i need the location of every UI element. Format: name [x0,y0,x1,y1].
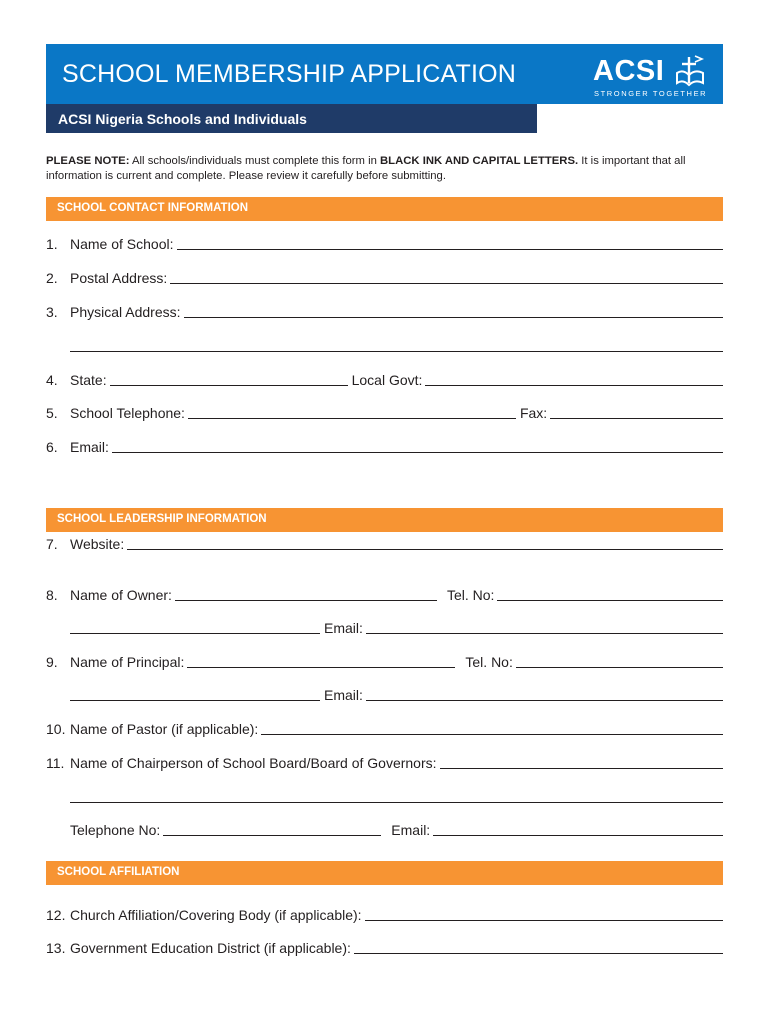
field-telephone-fax [46,405,723,421]
note-text-2: It is important that all information is current and complete. Please review it carefully before submitting. [46,155,686,182]
section-leadership-header [46,508,723,532]
field-label: Government Education District (if applicable): [70,940,351,956]
field-chairperson [46,755,723,771]
school-name-input-line[interactable] [177,249,724,250]
field-state-local-govt [46,372,723,388]
principal-email-input-line[interactable] [366,700,723,701]
field-label: School Telephone: [70,405,185,421]
section-affiliation-title: SCHOOL AFFILIATION [57,866,180,878]
field-number: 9. [46,654,58,670]
field-number: 10. [46,721,66,737]
principal-name-input-line[interactable] [187,667,455,668]
section-affiliation-header [46,861,723,885]
field-number: 3. [46,304,58,320]
church-affiliation-input-line[interactable] [365,920,723,921]
field-number: 13. [46,940,66,956]
owner-email-input-line[interactable] [366,633,723,634]
principal-tel-input-line[interactable] [516,667,723,668]
field-church-affiliation [46,907,723,923]
section-contact-header [46,197,723,221]
field-principal [46,654,723,670]
note-text-1: All schools/individuals must complete this form in [129,155,381,167]
field-website [46,536,723,552]
field-label: Fax: [519,405,548,421]
fax-input-line[interactable] [550,418,723,419]
website-input-line[interactable] [127,549,723,550]
logo-wordmark: ACSI [593,55,665,87]
field-chairperson-continued [46,789,723,805]
field-label: Tel. No: [465,654,513,670]
field-owner-email [46,620,723,636]
education-district-input-line[interactable] [354,953,723,954]
field-postal-address [46,270,723,286]
field-pastor [46,721,723,737]
field-number: 4. [46,372,58,388]
field-principal-email [46,687,723,703]
field-physical-address [46,304,723,320]
field-number: 2. [46,270,58,286]
pastor-name-input-line[interactable] [261,734,723,735]
owner-tel-input-line[interactable] [497,600,723,601]
field-number: 8. [46,587,58,603]
state-input-line[interactable] [110,385,348,386]
field-label: Name of Chairperson of School Board/Board of Governors: [70,755,437,771]
header-banner [46,44,723,104]
field-name-of-school [46,236,723,252]
field-label: Email: [391,822,431,838]
field-label: Email: [324,620,363,636]
chairperson-telephone-input-line[interactable] [163,835,381,836]
field-label: Name of Pastor (if applicable): [70,721,259,737]
field-label: Name of Owner: [70,587,172,603]
field-email [46,439,723,455]
acsi-logo [593,49,713,101]
chairperson-name-input-line[interactable] [440,768,723,769]
field-owner [46,587,723,603]
chairperson-email-input-line[interactable] [433,835,723,836]
field-label: Email: [324,687,363,703]
chairperson-name-input-line-2[interactable] [70,802,723,803]
section-leadership-title: SCHOOL LEADERSHIP INFORMATION [57,513,267,525]
field-chairperson-contact [46,822,723,838]
note-lead: PLEASE NOTE: [46,155,130,167]
physical-address-input-line[interactable] [184,317,724,318]
field-label: Email: [70,439,109,455]
field-education-district [46,940,723,956]
field-physical-address-continued [46,338,723,354]
form-title: SCHOOL MEMBERSHIP APPLICATION [62,60,517,88]
owner-name-input-line[interactable] [175,600,437,601]
field-label: Name of Principal: [70,654,185,670]
field-label: Local Govt: [351,372,423,388]
subtitle: ACSI Nigeria Schools and Individuals [58,111,307,127]
principal-extra-input-line[interactable] [70,700,320,701]
field-label: Tel. No: [446,587,495,603]
logo-tagline: STRONGER TOGETHER [594,89,708,98]
email-input-line[interactable] [112,452,723,453]
field-number: 1. [46,236,58,252]
book-cross-icon [675,53,705,87]
field-number: 11. [46,755,65,771]
local-govt-input-line[interactable] [425,385,723,386]
field-number: 6. [46,439,58,455]
section-contact-title: SCHOOL CONTACT INFORMATION [57,202,249,214]
field-label: Postal Address: [70,270,168,286]
field-label: Name of School: [70,236,174,252]
field-label: State: [70,372,107,388]
field-label: Physical Address: [70,304,181,320]
field-label: Website: [70,536,125,552]
field-label: Church Affiliation/Covering Body (if applicable): [70,907,362,923]
instruction-note [46,154,726,183]
school-telephone-input-line[interactable] [188,418,516,419]
subtitle-bar [46,104,537,133]
field-label: Telephone No: [70,822,161,838]
postal-address-input-line[interactable] [170,283,723,284]
field-number: 5. [46,405,58,421]
owner-extra-input-line[interactable] [70,633,320,634]
physical-address-input-line-2[interactable] [70,351,723,352]
field-number: 12. [46,907,66,923]
field-number: 7. [46,536,58,552]
note-emphasis: BLACK INK AND CAPITAL LETTERS. [380,155,579,167]
